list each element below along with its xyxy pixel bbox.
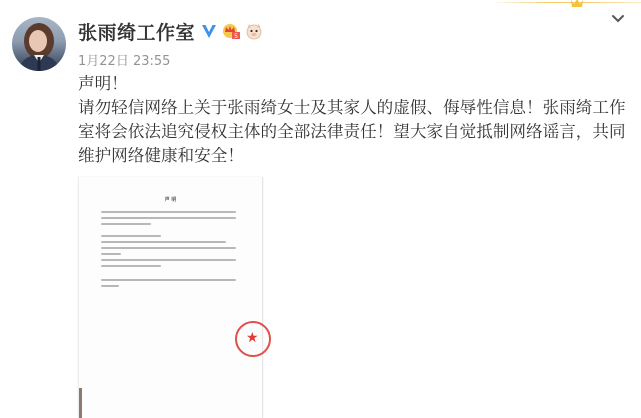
avatar[interactable] [12,17,66,71]
author-name[interactable]: 张雨绮工作室 [78,21,196,44]
doc-text-line [101,223,151,225]
statement-image[interactable] [78,177,263,418]
official-seal [235,321,271,357]
vip-crown-icon[interactable] [221,22,241,40]
doc-text-line [101,279,236,281]
chevron-down-icon[interactable] [611,14,625,24]
post-content [78,72,628,168]
doc-text-line [101,285,119,287]
verified-v-icon[interactable] [201,23,217,39]
doc-title: 声 明 [164,197,177,203]
crown-decoration-icon [570,0,584,8]
doc-text-line [101,259,236,261]
doc-text-line [101,247,236,249]
doc-text-line [101,253,121,255]
star-icon: ★ [246,330,259,346]
pig-emoji-icon [245,22,263,40]
doc-text-line [101,235,161,237]
doc-text-line [101,211,236,213]
svg-text:5: 5 [234,33,238,40]
post-timestamp[interactable]: 1月22日 23:55 [78,54,171,69]
doc-text-line [101,265,161,267]
post-body: 请勿轻信网络上关于张雨绮女士及其家人的虚假、侮辱性信息！张雨绮工作室将会依法追究侵权主体的全部法律责任！望大家自觉抵制网络谣言，共同维护网络健康和安全！ [78,98,626,165]
post-heading: 声明！ [78,74,128,93]
doc-text-line [101,241,226,243]
vip-decoration-line [490,2,641,3]
avatar-portrait-icon [12,17,66,71]
doc-edge-shadow [79,388,82,418]
author-row [78,19,263,43]
doc-text-line [101,217,236,219]
